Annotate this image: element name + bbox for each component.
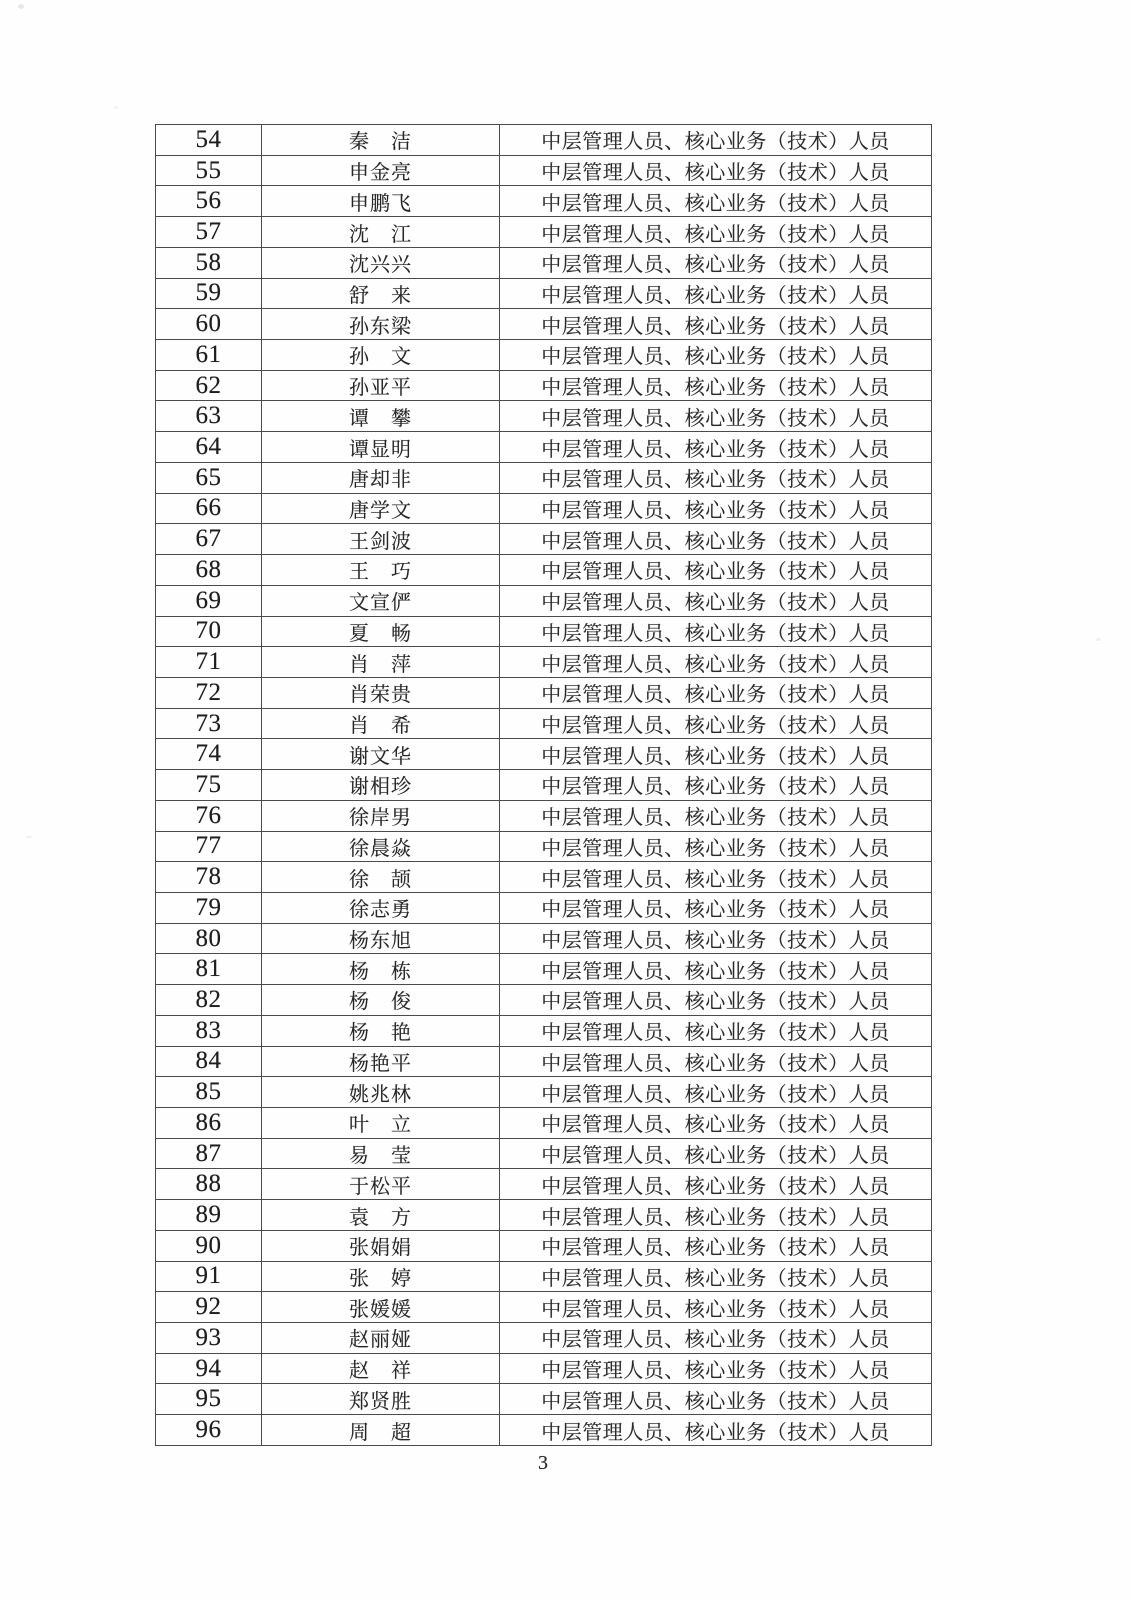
table-row	[156, 217, 932, 248]
person-name: 杨 俊	[262, 985, 500, 1016]
row-number: 54	[156, 125, 262, 156]
table-row	[156, 1292, 932, 1323]
person-name: 夏 畅	[262, 616, 500, 647]
row-number: 83	[156, 1015, 262, 1046]
table-row	[156, 1108, 932, 1139]
personnel-category: 中层管理人员、核心业务（技术）人员	[500, 616, 932, 647]
table-row	[156, 1046, 932, 1077]
table-row	[156, 616, 932, 647]
person-name: 谢相珍	[262, 770, 500, 801]
personnel-category: 中层管理人员、核心业务（技术）人员	[500, 585, 932, 616]
table-row	[156, 1261, 932, 1292]
personnel-category: 中层管理人员、核心业务（技术）人员	[500, 1077, 932, 1108]
row-number: 69	[156, 585, 262, 616]
row-number: 55	[156, 155, 262, 186]
table-row	[156, 155, 932, 186]
person-name: 姚兆林	[262, 1077, 500, 1108]
personnel-category: 中层管理人员、核心业务（技术）人员	[500, 462, 932, 493]
personnel-category: 中层管理人员、核心业务（技术）人员	[500, 985, 932, 1016]
row-number: 74	[156, 739, 262, 770]
table-row	[156, 186, 932, 217]
person-name: 唐却非	[262, 462, 500, 493]
row-number: 70	[156, 616, 262, 647]
person-name: 谭 攀	[262, 401, 500, 432]
scan-speck	[18, 4, 24, 9]
scan-speck	[114, 106, 118, 109]
row-number: 95	[156, 1384, 262, 1415]
person-name: 张媛媛	[262, 1292, 500, 1323]
person-name: 王 巧	[262, 555, 500, 586]
row-number: 84	[156, 1046, 262, 1077]
person-name: 文宣俨	[262, 585, 500, 616]
personnel-category: 中层管理人员、核心业务（技术）人员	[500, 647, 932, 678]
row-number: 61	[156, 340, 262, 371]
row-number: 78	[156, 862, 262, 893]
person-name: 沈兴兴	[262, 247, 500, 278]
personnel-category: 中层管理人员、核心业务（技术）人员	[500, 800, 932, 831]
personnel-category: 中层管理人员、核心业务（技术）人员	[500, 1230, 932, 1261]
row-number: 87	[156, 1138, 262, 1169]
table-row	[156, 1169, 932, 1200]
personnel-category: 中层管理人员、核心业务（技术）人员	[500, 1200, 932, 1231]
personnel-category: 中层管理人员、核心业务（技术）人员	[500, 524, 932, 555]
person-name: 舒 来	[262, 278, 500, 309]
personnel-category: 中层管理人员、核心业务（技术）人员	[500, 370, 932, 401]
row-number: 90	[156, 1230, 262, 1261]
row-number: 82	[156, 985, 262, 1016]
table-row	[156, 309, 932, 340]
table-row	[156, 432, 932, 463]
table-row	[156, 1015, 932, 1046]
person-name: 张 婷	[262, 1261, 500, 1292]
person-name: 肖 萍	[262, 647, 500, 678]
person-name: 王剑波	[262, 524, 500, 555]
person-name: 赵 祥	[262, 1353, 500, 1384]
person-name: 张娟娟	[262, 1230, 500, 1261]
table-row	[156, 892, 932, 923]
table-row	[156, 800, 932, 831]
personnel-category: 中层管理人员、核心业务（技术）人员	[500, 309, 932, 340]
personnel-category: 中层管理人员、核心业务（技术）人员	[500, 278, 932, 309]
personnel-category: 中层管理人员、核心业务（技术）人员	[500, 247, 932, 278]
row-number: 93	[156, 1323, 262, 1354]
table-row	[156, 985, 932, 1016]
row-number: 77	[156, 831, 262, 862]
row-number: 58	[156, 247, 262, 278]
row-number: 80	[156, 923, 262, 954]
person-name: 唐学文	[262, 493, 500, 524]
row-number: 57	[156, 217, 262, 248]
table-row	[156, 1415, 932, 1446]
table-row	[156, 677, 932, 708]
person-name: 易 莹	[262, 1138, 500, 1169]
personnel-roster-table	[155, 124, 932, 1446]
table-row	[156, 1138, 932, 1169]
table-row	[156, 524, 932, 555]
personnel-category: 中层管理人员、核心业务（技术）人员	[500, 739, 932, 770]
person-name: 于松平	[262, 1169, 500, 1200]
person-name: 徐志勇	[262, 892, 500, 923]
person-name: 郑贤胜	[262, 1384, 500, 1415]
row-number: 79	[156, 892, 262, 923]
personnel-category: 中层管理人员、核心业务（技术）人员	[500, 677, 932, 708]
personnel-category: 中层管理人员、核心业务（技术）人员	[500, 1384, 932, 1415]
row-number: 75	[156, 770, 262, 801]
table-row	[156, 1323, 932, 1354]
personnel-category: 中层管理人员、核心业务（技术）人员	[500, 340, 932, 371]
personnel-category: 中层管理人员、核心业务（技术）人员	[500, 1138, 932, 1169]
row-number: 86	[156, 1108, 262, 1139]
person-name: 孙 文	[262, 340, 500, 371]
person-name: 秦 洁	[262, 125, 500, 156]
table-row	[156, 923, 932, 954]
personnel-category: 中层管理人员、核心业务（技术）人员	[500, 1261, 932, 1292]
table-row	[156, 1200, 932, 1231]
row-number: 85	[156, 1077, 262, 1108]
personnel-category: 中层管理人员、核心业务（技术）人员	[500, 954, 932, 985]
personnel-category: 中层管理人员、核心业务（技术）人员	[500, 432, 932, 463]
table-row	[156, 555, 932, 586]
person-name: 申金亮	[262, 155, 500, 186]
row-number: 64	[156, 432, 262, 463]
table-row	[156, 862, 932, 893]
person-name: 孙东梁	[262, 309, 500, 340]
personnel-table-body	[156, 125, 932, 1446]
scan-speck	[26, 836, 32, 838]
personnel-category: 中层管理人员、核心业务（技术）人员	[500, 555, 932, 586]
person-name: 赵丽娅	[262, 1323, 500, 1354]
personnel-category: 中层管理人员、核心业务（技术）人员	[500, 186, 932, 217]
personnel-category: 中层管理人员、核心业务（技术）人员	[500, 493, 932, 524]
personnel-category: 中层管理人员、核心业务（技术）人员	[500, 770, 932, 801]
row-number: 94	[156, 1353, 262, 1384]
row-number: 62	[156, 370, 262, 401]
table-row	[156, 462, 932, 493]
person-name: 申鹏飞	[262, 186, 500, 217]
page-number: 3	[538, 1452, 548, 1474]
personnel-category: 中层管理人员、核心业务（技术）人员	[500, 1415, 932, 1446]
personnel-category: 中层管理人员、核心业务（技术）人员	[500, 155, 932, 186]
row-number: 71	[156, 647, 262, 678]
table-row	[156, 401, 932, 432]
person-name: 谭显明	[262, 432, 500, 463]
row-number: 59	[156, 278, 262, 309]
row-number: 63	[156, 401, 262, 432]
person-name: 杨 艳	[262, 1015, 500, 1046]
personnel-category: 中层管理人员、核心业务（技术）人员	[500, 831, 932, 862]
table-row	[156, 954, 932, 985]
person-name: 徐 颉	[262, 862, 500, 893]
personnel-category: 中层管理人员、核心业务（技术）人员	[500, 1108, 932, 1139]
person-name: 谢文华	[262, 739, 500, 770]
personnel-category: 中层管理人员、核心业务（技术）人员	[500, 923, 932, 954]
scan-speck	[1096, 638, 1101, 641]
person-name: 袁 方	[262, 1200, 500, 1231]
row-number: 68	[156, 555, 262, 586]
table-row	[156, 770, 932, 801]
table-row	[156, 278, 932, 309]
table-row	[156, 739, 932, 770]
table-row	[156, 125, 932, 156]
personnel-category: 中层管理人员、核心业务（技术）人员	[500, 1169, 932, 1200]
table-row	[156, 1077, 932, 1108]
row-number: 72	[156, 677, 262, 708]
row-number: 81	[156, 954, 262, 985]
personnel-category: 中层管理人员、核心业务（技术）人员	[500, 1046, 932, 1077]
row-number: 96	[156, 1415, 262, 1446]
person-name: 肖 希	[262, 708, 500, 739]
row-number: 67	[156, 524, 262, 555]
row-number: 73	[156, 708, 262, 739]
row-number: 88	[156, 1169, 262, 1200]
personnel-category: 中层管理人员、核心业务（技术）人员	[500, 217, 932, 248]
person-name: 杨东旭	[262, 923, 500, 954]
person-name: 沈 江	[262, 217, 500, 248]
row-number: 92	[156, 1292, 262, 1323]
table-row	[156, 1230, 932, 1261]
person-name: 杨 栋	[262, 954, 500, 985]
row-number: 91	[156, 1261, 262, 1292]
personnel-category: 中层管理人员、核心业务（技术）人员	[500, 1292, 932, 1323]
table-row	[156, 585, 932, 616]
personnel-category: 中层管理人员、核心业务（技术）人员	[500, 125, 932, 156]
table-row	[156, 340, 932, 371]
table-row	[156, 708, 932, 739]
row-number: 89	[156, 1200, 262, 1231]
table-row	[156, 370, 932, 401]
table-row	[156, 247, 932, 278]
row-number: 66	[156, 493, 262, 524]
person-name: 徐晨焱	[262, 831, 500, 862]
personnel-category: 中层管理人员、核心业务（技术）人员	[500, 862, 932, 893]
table-row	[156, 493, 932, 524]
personnel-category: 中层管理人员、核心业务（技术）人员	[500, 892, 932, 923]
row-number: 56	[156, 186, 262, 217]
row-number: 76	[156, 800, 262, 831]
person-name: 杨艳平	[262, 1046, 500, 1077]
personnel-category: 中层管理人员、核心业务（技术）人员	[500, 1353, 932, 1384]
person-name: 叶 立	[262, 1108, 500, 1139]
row-number: 60	[156, 309, 262, 340]
person-name: 周 超	[262, 1415, 500, 1446]
table-row	[156, 1384, 932, 1415]
person-name: 肖荣贵	[262, 677, 500, 708]
personnel-category: 中层管理人员、核心业务（技术）人员	[500, 1323, 932, 1354]
person-name: 孙亚平	[262, 370, 500, 401]
person-name: 徐岸男	[262, 800, 500, 831]
table-row	[156, 1353, 932, 1384]
personnel-category: 中层管理人员、核心业务（技术）人员	[500, 708, 932, 739]
row-number: 65	[156, 462, 262, 493]
table-row	[156, 831, 932, 862]
personnel-category: 中层管理人员、核心业务（技术）人员	[500, 401, 932, 432]
personnel-category: 中层管理人员、核心业务（技术）人员	[500, 1015, 932, 1046]
table-row	[156, 647, 932, 678]
